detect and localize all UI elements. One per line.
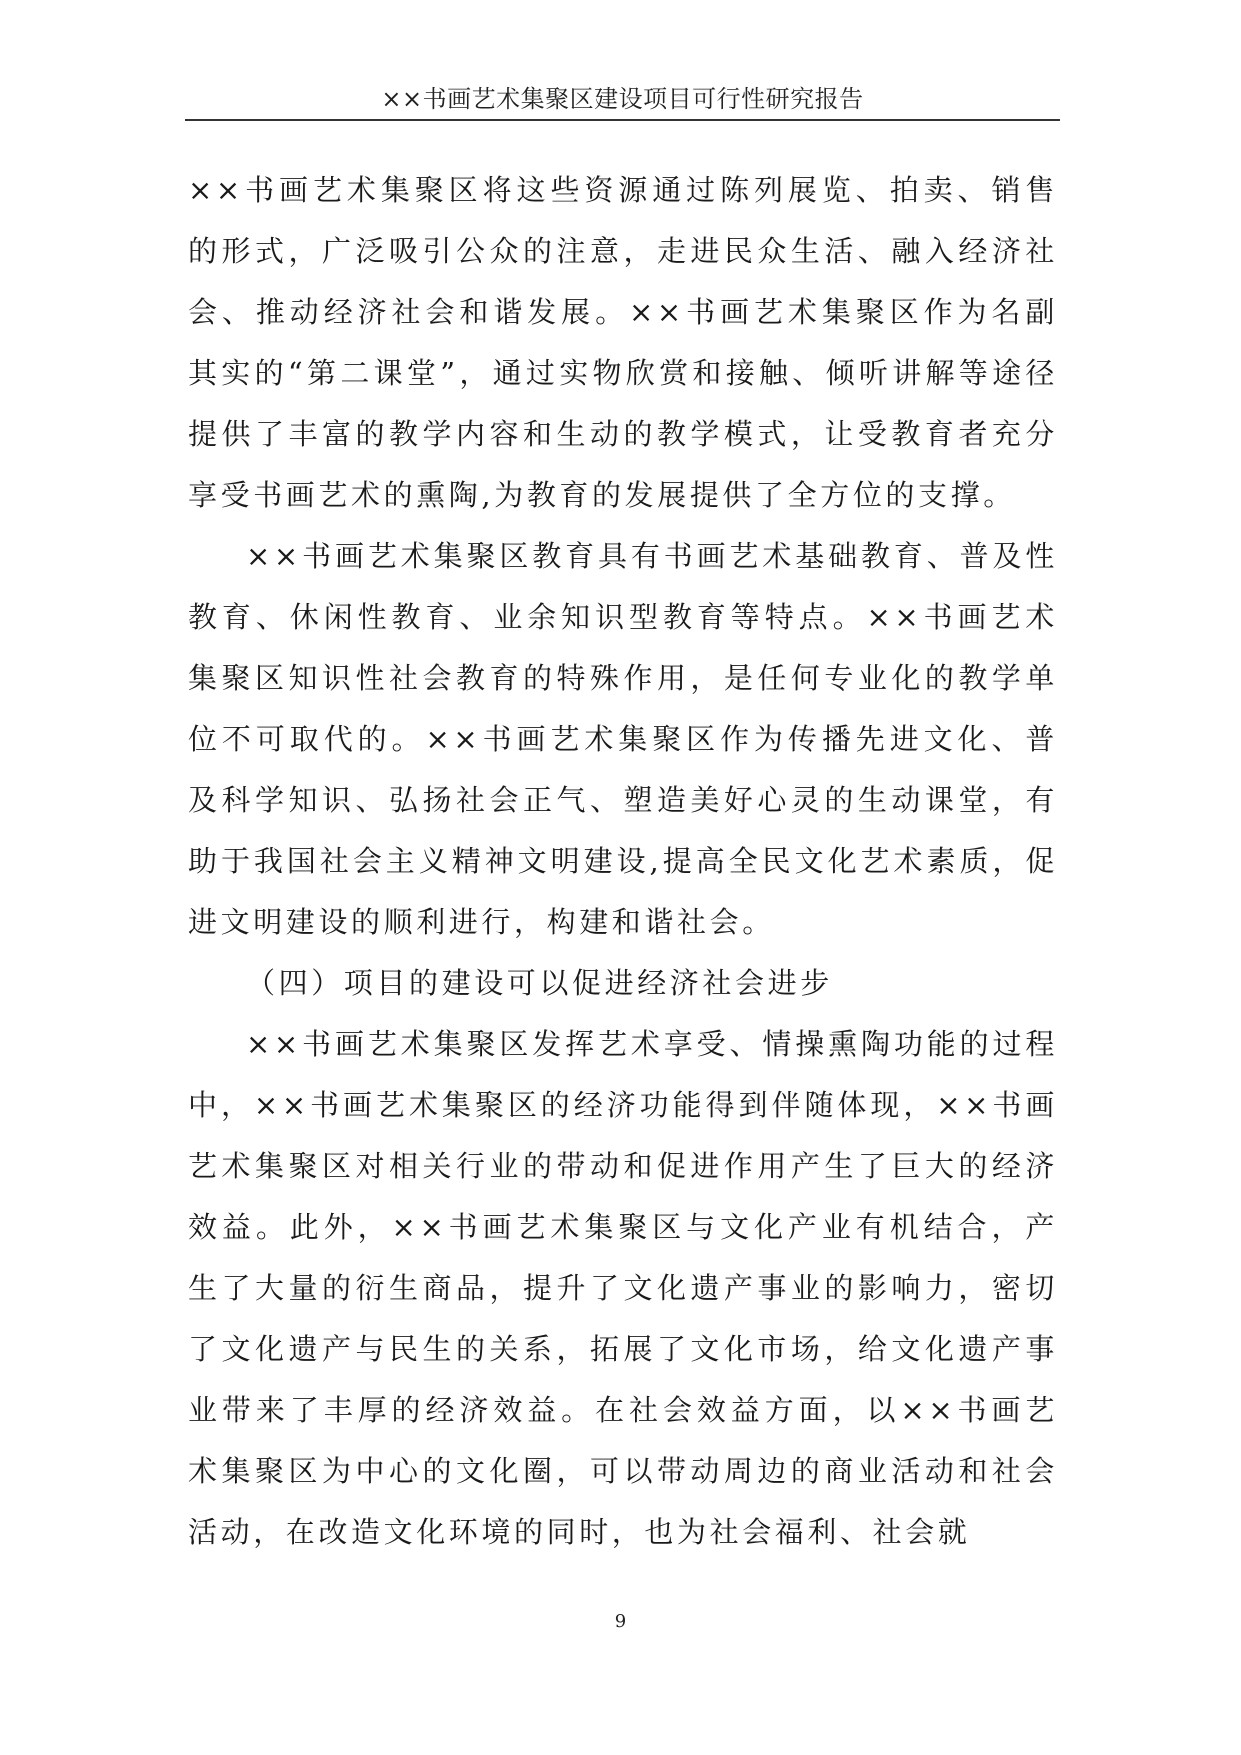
paragraph-education: ××书画艺术集聚区教育具有书画艺术基础教育、普及性教育、休闲性教育、业余知识型教育等特点。××书画艺术集聚区知识性社会教育的特殊作用，是任何专业化的教学单位不可取代的。××书画艺术集聚区作为传播先进文化、普及科学知识、弘扬社会正气、塑造美好心灵的生动课堂，有助于我国社会主义精神文明建设,提高全民文化艺术素质，促进文明建设的顺利进行，构建和谐社会。 — [188, 539, 1058, 939]
page-number: 9 — [614, 1611, 627, 1632]
paragraph-continued: ××书画艺术集聚区将这些资源通过陈列展览、拍卖、销售的形式，广泛吸引公众的注意，走进民众生活、融入经济社会、推动经济社会和谐发展。××书画艺术集聚区作为名副其实的“第二课堂”，通过实物欣赏和接触、倾听讲解等途径提供了丰富的教学内容和生动的教学模式，让受教育者充分享受书画艺术的熏陶,为教育的发展提供了全方位的支撑。 — [188, 173, 1058, 512]
running-header: ××书画艺术集聚区建设项目可行性研究报告 — [381, 85, 864, 113]
paragraph-economy: ××书画艺术集聚区发挥艺术享受、情操熏陶功能的过程中，××书画艺术集聚区的经济功能得到伴随体现，××书画艺术集聚区对相关行业的带动和促进作用产生了巨大的经济效益。此外，××书画艺术集聚区与文化产业有机结合，产生了大量的衍生商品，提升了文化遗产事业的影响力，密切了文化遗产与民生的关系，拓展了文化市场，给文化遗产事业带来了丰厚的经济效益。在社会效益方面，以××书画艺术集聚区为中心的文化圈，可以带动周边的商业活动和社会活动，在改造文化环境的同时，也为社会福利、社会就 — [188, 1027, 1058, 1549]
section-heading: （四）项目的建设可以促进经济社会进步 — [246, 966, 833, 1000]
header-divider — [185, 119, 1060, 121]
document-body — [188, 160, 1058, 1563]
